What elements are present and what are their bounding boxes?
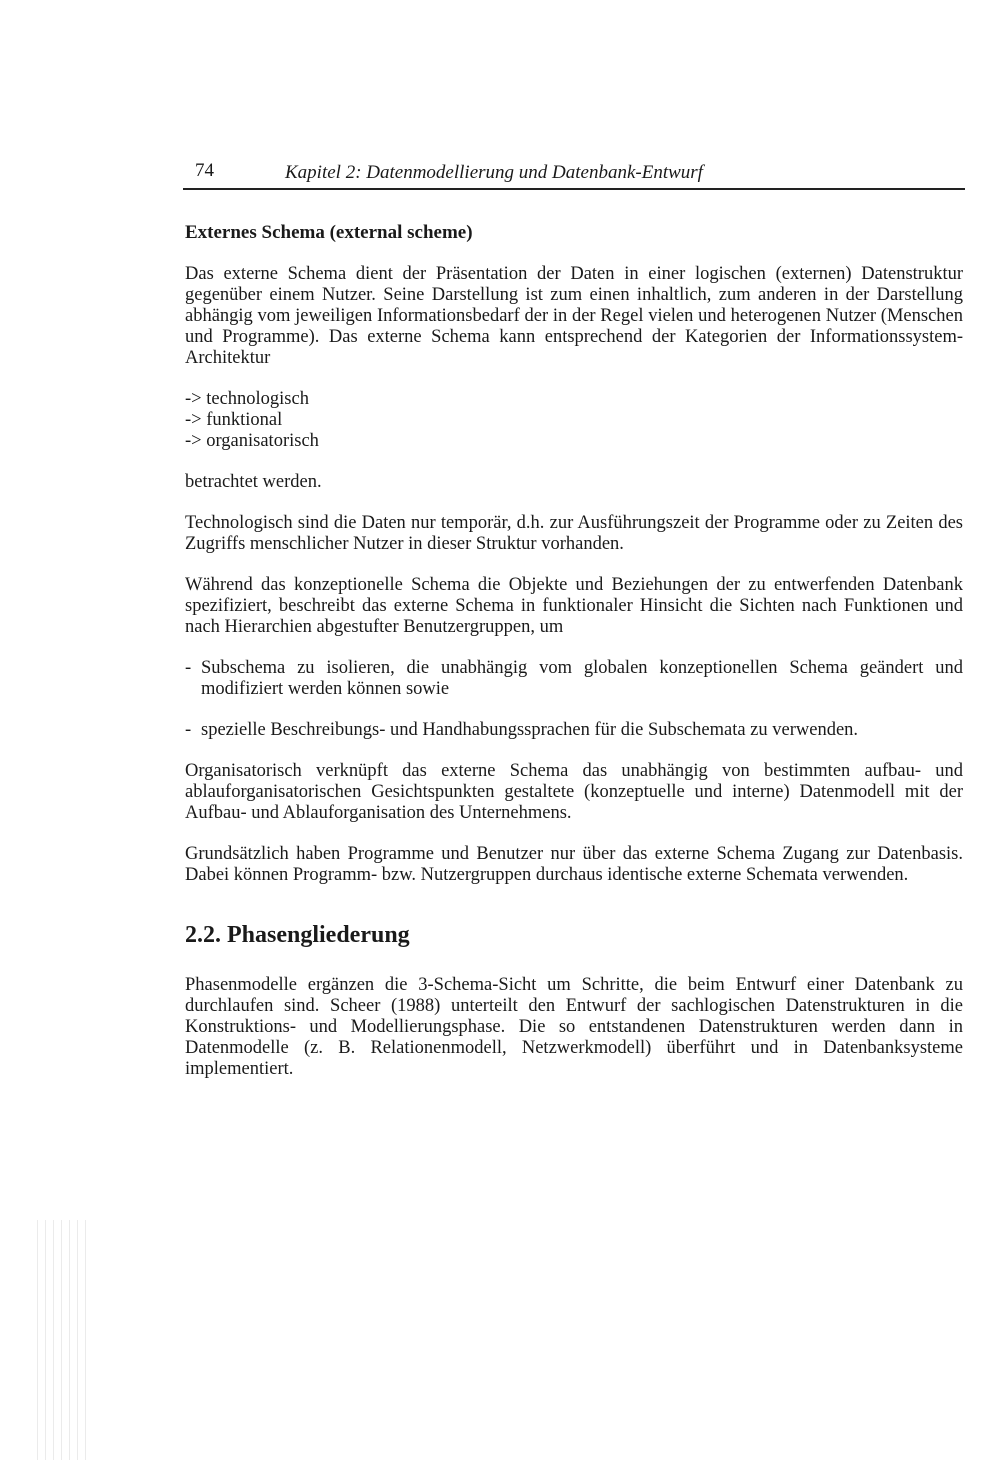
section-heading: Externes Schema (external scheme)	[185, 222, 473, 243]
page-header	[183, 148, 965, 190]
paragraph-access: Grundsätzlich haben Programme und Benutzer nur über das externe Schema Zugang zur Datenbasis. Dabei können Programm- bzw. Nutzergruppen durchaus identische externe Schemata verwenden.	[185, 844, 963, 885]
running-title: Kapitel 2: Datenmodellierung und Datenbank-Entwurf	[285, 162, 703, 183]
page-number: 74	[195, 160, 214, 181]
paragraph-functional: Während das konzeptionelle Schema die Objekte und Beziehungen der zu entwerfenden Datenbank spezifiziert, beschreibt das externe Schema in funktionaler Hinsicht die Sichten nach Funktionen und nach Hierarchien abgestufter Benutzergruppen, um	[185, 575, 963, 637]
dash-list-item	[185, 658, 963, 700]
list-item: -> organisatorisch	[185, 431, 319, 451]
list-item: -> technologisch	[185, 389, 309, 409]
dash-item-text: Subschema zu isolieren, die unabhängig vom globalen konzeptionellen Schema geändert und modifiziert werden können sowie	[201, 658, 963, 699]
scan-margin-noise	[30, 1220, 90, 1460]
category-list	[185, 389, 963, 452]
paragraph-technological: Technologisch sind die Daten nur temporär, d.h. zur Ausführungszeit der Programme oder zu Zeiten des Zugriffs menschlicher Nutzer in dieser Struktur vorhanden.	[185, 513, 963, 554]
paragraph-organisational: Organisatorisch verknüpft das externe Schema das unabhängig von bestimmten aufbau- und ablauforganisatorischen Gesichtspunkten gestaltete (konzeptuelle und interne) Datenmodell mit der Aufbau- und Ablauforganisation des Unternehmens.	[185, 761, 963, 823]
dash-item-text: spezielle Beschreibungs- und Handhabungssprachen für die Subschemata zu verwenden.	[201, 720, 859, 740]
paragraph-considered: betrachtet werden.	[185, 472, 322, 492]
page-content	[185, 222, 963, 1100]
dash-marker: -	[185, 720, 192, 740]
paragraph-intro: Das externe Schema dient der Präsentation der Daten in einer logischen (externen) Datenstruktur gegenüber einem Nutzer. Seine Darstellung ist zum einen inhaltlich, zum anderen in der Darstellung abhängig vom jeweiligen Informationsbedarf der in der Regel vielen und heterogenen Nutzer (Menschen und Programme). Das externe Schema kann entsprechend der Kategorien der Informationssystem-Architektur	[185, 264, 963, 368]
chapter-heading: 2.2. Phasengliederung	[185, 922, 410, 948]
list-item: -> funktional	[185, 410, 283, 430]
paragraph-phase-models: Phasenmodelle ergänzen die 3-Schema-Sicht um Schritte, die beim Entwurf einer Datenbank zu durchlaufen sind. Scheer (1988) unterteilt den Entwurf der sachlogischen Datenstrukturen in die Konstruktions- und Modellierungsphase. Die so entstandenen Datenstrukturen werden dann in Datenmodelle (z. B. Relationenmodell, Netzwerkmodell) überführt und in Datenbanksysteme implementiert.	[185, 975, 963, 1079]
dash-list-item	[185, 720, 963, 741]
dash-marker: -	[185, 658, 192, 678]
